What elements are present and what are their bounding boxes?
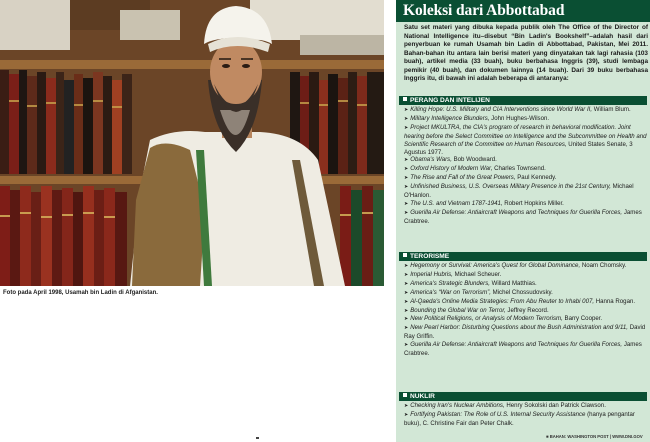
list-item: ➤ Fortifying Pakistan: The Role of U.S. Internal Security Assistance (hanya pengantar buku), C. Christine Fair dan Peter Chalk. [404, 411, 647, 428]
bookshelf-portrait-illustration [0, 0, 384, 286]
list-item: ➤ Oxford History of Modern War, Charles Townsend. [404, 165, 647, 174]
list-item: ➤ America's “War on Terrorism”, Michel Chossudovsky. [404, 289, 647, 298]
source-credit: ■ BAHAN: WASHINGTON POST | WWW.DNI.GOV [546, 434, 643, 439]
list-item: ➤ Al-Qaeda's Online Media Strategies: From Abu Reuter to Irhabi 007, Hanna Rogan. [404, 298, 647, 307]
section-heading-terorisme: TERORISME [399, 252, 647, 261]
list-item: ➤ Obama's Wars, Bob Woodward. [404, 156, 647, 165]
list-item: ➤ Project MKULTRA, the CIA's program of research in behavioral modification. Joint hearing before the Select Committee on Intelligence and the Subcommittee on Health and Scientific Research of the Committee on Human Resources, United States Senate, 3 Agustus 1977. [404, 124, 647, 157]
info-box-title: Koleksi dari Abbottabad [396, 0, 650, 22]
list-item: ➤ Hegemony or Survival: America's Quest for Global Dominance, Noam Chomsky. [404, 262, 647, 271]
section-list-terorisme [404, 262, 647, 358]
list-item: ➤ New Political Religions, or Analysis of Modern Terrorism, Barry Cooper. [404, 315, 647, 324]
list-item: ➤ America's Strategic Blunders, Willard Matthias. [404, 280, 647, 289]
section-list-nuklir [404, 402, 647, 428]
list-item: ➤ Unfinished Business, U.S. Overseas Military Presence in the 21st Century, Michael O'Hanlon. [404, 183, 647, 200]
list-item: ➤ Checking Iran's Nuclear Ambitions, Henry Sokolski dan Patrick Clawson. [404, 402, 647, 411]
list-item: ➤ Guerilla Air Defense: Antiaircraft Weapons and Techniques for Guerilla Forces, James Crabtree. [404, 341, 647, 358]
list-item: ➤ The Rise and Fall of the Great Powers, Paul Kennedy. [404, 174, 647, 183]
square-bullet-icon [403, 253, 407, 257]
photo-caption: Foto pada April 1998, Usamah bin Ladin di Afganistan. [3, 290, 158, 296]
square-bullet-icon [403, 393, 407, 397]
list-item: ➤ Military Intelligence Blunders, John Hughes-Wilson. [404, 115, 647, 124]
list-item: ➤ Bounding the Global War on Terror, Jeffrey Record. [404, 307, 647, 316]
list-item: ➤ Imperial Hubris, Michael Scheuer. [404, 271, 647, 280]
decorative-dot [256, 437, 259, 439]
square-bullet-icon [403, 97, 407, 101]
info-box [396, 0, 650, 442]
list-item: ➤ New Pearl Harbor: Disturbing Questions about the Bush Administration and 9/11, David Ray Griffin. [404, 324, 647, 341]
list-item: ➤ Guerilla Air Defense: Antiaircraft Weapons and Techniques for Guerilla Forces, James Crabtree. [404, 209, 647, 226]
photo [0, 0, 384, 286]
section-heading-perang: PERANG DAN INTELIJEN [399, 96, 647, 105]
section-list-perang [404, 106, 647, 226]
list-item: ➤ Killing Hope: U.S. Military and CIA Interventions since World War II, William Blum. [404, 106, 647, 115]
section-heading-nuklir: NUKLIR [399, 392, 647, 401]
list-item: ➤ The U.S. and Vietnam 1787-1941, Robert Hopkins Miller. [404, 200, 647, 209]
info-box-intro: Satu set materi yang dibuka kepada publik oleh The Office of the Director of National Intelligence itu–disebut “Bin Ladin's Bookshelf”–adalah hasil dari penyerbuan ke rumah Usamah bin Ladin di Abbottabad, Pakistan, Mei 2011. Bahan-bahan itu antara lain berisi materi yang dinyatakan tak lagi rahasia (103 buah), artikel media (33 buah), buku berbahasa Inggris (39), studi lembaga pemikir (40 buah), dan dokumen lainnya (14 buah). Dari 39 buku berbahasa Inggris itu, di bawah ini adalah beberapa di antaranya: [404, 24, 648, 82]
